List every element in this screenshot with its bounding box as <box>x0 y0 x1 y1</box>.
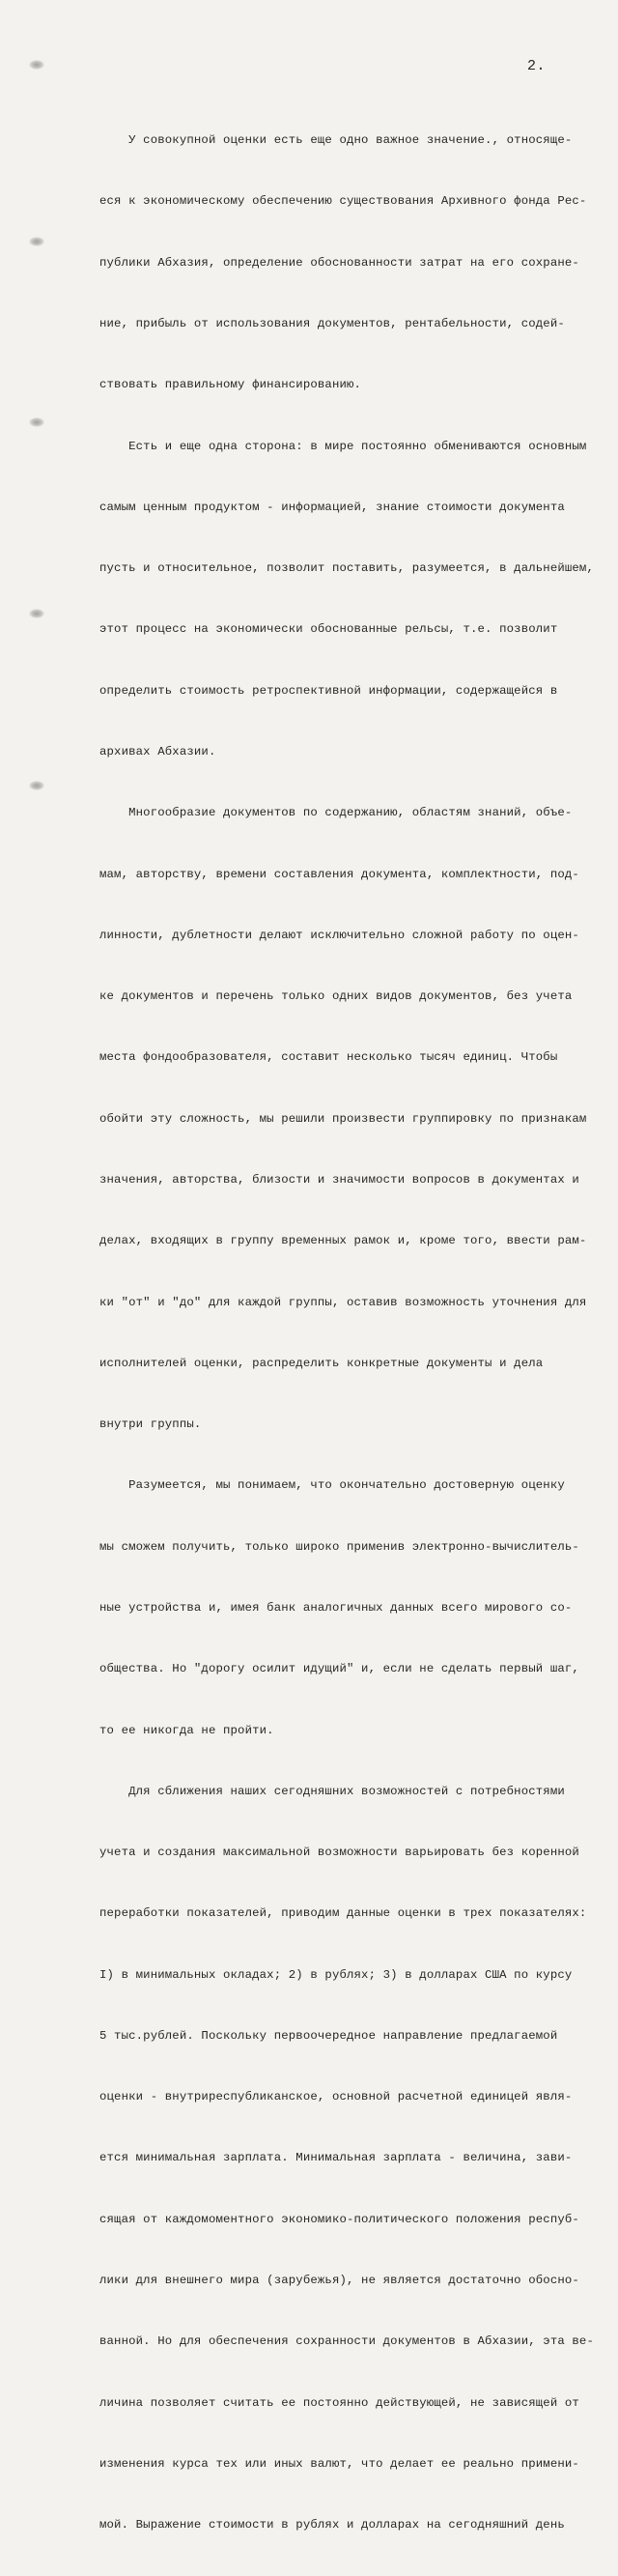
body-text <box>99 90 613 2576</box>
text-line: мам, авторству, времени составления документа, комплектности, под- <box>99 867 579 881</box>
text-line: сящая от каждомоментного экономико-политического положения респуб- <box>99 2212 579 2226</box>
text-line: линности, дублетности делают исключительно сложной работу по оцен- <box>99 928 579 942</box>
text-line: Есть и еще одна сторона: в мире постоянно обмениваются основным <box>99 439 587 453</box>
punch-hole-mark <box>29 781 44 790</box>
text-line: значения, авторства, близости и значимости вопросов в документах и <box>99 1172 579 1187</box>
punch-hole-mark <box>29 609 44 618</box>
text-line: мы сможем получить, только широко применив электронно-вычислитель- <box>99 1539 579 1554</box>
text-line: самым ценным продуктом - информацией, знание стоимости документа <box>99 500 565 514</box>
text-line: архивах Абхазии. <box>99 745 216 758</box>
text-line: У совокупной оценки есть еще одно важное значение., относяще- <box>99 133 573 148</box>
text-line: лики для внешнего мира (зарубежья), не является достаточно обосно- <box>99 2274 579 2288</box>
text-line: учета и создания максимальной возможности варьировать без коренной <box>99 1846 579 1860</box>
text-line: мой. Выражение стоимости в рублях и долларах на сегодняшний день <box>99 2518 565 2533</box>
text-line: то ее никогда не пройти. <box>99 1723 274 1737</box>
page-number: 2. <box>527 58 547 74</box>
text-line: ванной. Но для обеспечения сохранности документов в Абхазии, эта ве- <box>99 2334 594 2349</box>
text-line: 5 тыс.рублей. Поскольку первоочередное направление предлагаемой <box>99 2028 558 2043</box>
punch-hole-mark <box>29 417 44 427</box>
text-line: ствовать правильному финансированию. <box>99 378 362 392</box>
text-line: определить стоимость ретроспективной информации, содержащейся в <box>99 683 558 698</box>
text-line: ные устройства и, имея банк аналогичных данных всего мирового со- <box>99 1600 573 1615</box>
text-line: ке документов и перечень только одних видов документов, без учета <box>99 989 573 1004</box>
text-line: I) в минимальных окладах; 2) в рублях; 3) в долларах США по курсу <box>99 1967 573 1982</box>
punch-hole-mark <box>29 237 44 246</box>
text-line: общества. Но "дорогу осилит идущий" и, если не сделать первый шаг, <box>99 1662 579 1676</box>
text-line: ние, прибыль от использования документов, рентабельности, содей- <box>99 317 565 331</box>
text-line: исполнителей оценки, распределить конкретные документы и дела <box>99 1356 544 1370</box>
text-line: переработки показателей, приводим данные оценки в трех показателях: <box>99 1906 587 1921</box>
text-line: пусть и относительное, позволит поставить, разумеется, в дальнейшем, <box>99 561 594 576</box>
text-line: личина позволяет считать ее постоянно действующей, не зависящей от <box>99 2395 579 2410</box>
text-line: оценки - внутриреспубликанское, основной расчетной единицей явля- <box>99 2090 573 2104</box>
text-line: публики Абхазия, определение обоснованности затрат на его сохране- <box>99 255 579 270</box>
text-line: места фондообразователя, составит несколько тысяч единиц. Чтобы <box>99 1050 558 1065</box>
text-line: обойти эту сложность, мы решили произвести группировку по признакам <box>99 1111 587 1126</box>
text-line: ки "от" и "до" для каждой группы, оставив возможность уточнения для <box>99 1295 587 1309</box>
text-line: этот процесс на экономически обоснованные рельсы, т.е. позволит <box>99 622 558 637</box>
text-line: делах, входящих в группу временных рамок и, кроме того, ввести рам- <box>99 1234 587 1248</box>
punch-hole-mark <box>29 60 44 70</box>
text-line: Для сближения наших сегодняшних возможностей с потребностями <box>99 1784 565 1798</box>
text-line: ется минимальная зарплата. Минимальная зарплата - величина, зави- <box>99 2151 573 2165</box>
text-line: еся к экономическому обеспечению существования Архивного фонда Рес- <box>99 194 587 209</box>
text-line: изменения курса тех или иных валют, что делает ее реально примени- <box>99 2456 579 2471</box>
text-line: Разумеется, мы понимаем, что окончательно достоверную оценку <box>99 1478 565 1493</box>
text-line: внутри группы. <box>99 1417 202 1432</box>
text-line: Многообразие документов по содержанию, областям знаний, объе- <box>99 806 573 820</box>
